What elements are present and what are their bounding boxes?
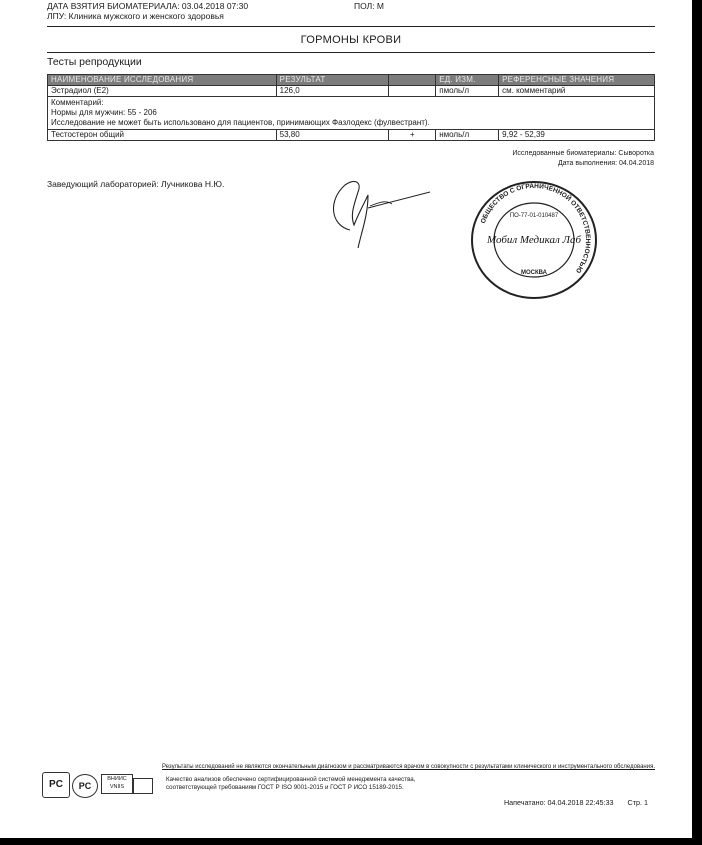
test-name: Эстрадиол (E2) (48, 86, 277, 97)
disclaimer: Результаты исследований не являются окончательным диагнозом и рассматриваются врачом в совокупности с результатами клинического и инструментального обследования. (161, 764, 655, 770)
pc-circle-text: PC (78, 781, 92, 791)
comment-label: Комментарий: (51, 98, 104, 107)
comment-row (48, 97, 655, 130)
stamp-number: ПО-77-01-010487 (509, 213, 559, 219)
test-result: 126,0 (276, 86, 389, 97)
stamp-center: Мобил Медикал Лаб (486, 234, 582, 246)
test-result: 53,80 (276, 130, 389, 141)
stamp-ring-text: ОБЩЕСТВО С ОГРАНИЧЕННОЙ ОТВЕТСТВЕННОСТЬЮ (479, 182, 592, 275)
clinic: ЛПУ: Клиника мужского и женского здоровья (47, 11, 224, 21)
quality-line-1: Качество анализов обеспечено сертифицированной системой менеджмента качества, (166, 776, 416, 783)
col-name: НАИМЕНОВАНИЕ ИССЛЕДОВАНИЯ (48, 75, 277, 86)
test-flag: + (389, 130, 436, 141)
certification-logo (42, 772, 70, 798)
biomaterial: Исследованные биоматериалы: Сыворотка (512, 150, 654, 157)
col-result: РЕЗУЛЬТАТ (276, 75, 389, 86)
pc-logo-text: PC (49, 779, 63, 790)
table-row (48, 86, 655, 97)
page-number: Стр. 1 (627, 798, 648, 807)
vniis-logo (101, 774, 133, 794)
printed-info (504, 798, 648, 807)
page-title: ГОРМОНЫ КРОВИ (300, 34, 402, 46)
test-reference: см. комментарий (499, 86, 655, 97)
head-of-lab: Заведующий лабораторией: Лучникова Н.Ю. (47, 179, 225, 189)
comment-note: Исследование не может быть использовано для пациентов, принимающих Фазлодекс (фулвестрант). (51, 118, 430, 127)
sample-date: ДАТА ВЗЯТИЯ БИОМАТЕРИАЛА: 03.04.2018 07:30 (47, 1, 249, 11)
col-unit: ЕД. ИЗМ. (436, 75, 499, 86)
header-rule (47, 26, 655, 27)
pc-circle-logo (72, 774, 98, 798)
title-rule (47, 52, 655, 53)
test-unit: пмоль/л (436, 86, 499, 97)
section-title: Тесты репродукции (47, 56, 142, 68)
test-reference: 9,92 - 52,39 (499, 130, 655, 141)
col-flag (389, 75, 436, 86)
table-row (48, 130, 655, 141)
execution-date: Дата выполнения: 04.04.2018 (557, 160, 654, 167)
test-flag (389, 86, 436, 97)
printed-date: Напечатано: 04.04.2018 22:45:33 (503, 798, 614, 807)
stamp-city: МОСКВА (520, 270, 548, 276)
gender: ПОЛ: М (354, 1, 385, 11)
results-table (47, 74, 655, 141)
quality-note (166, 776, 415, 792)
comment-norms: Нормы для мужчин: 55 - 206 (51, 108, 157, 117)
scan-edge-right (692, 0, 702, 845)
test-name: Тестостерон общий (48, 130, 277, 141)
scan-edge-bottom (0, 838, 702, 845)
small-logo (133, 778, 153, 794)
quality-line-2: соответствующей требованиям ГОСТ Р ISO 9001-2015 и ГОСТ Р ИСО 15189-2015. (166, 784, 404, 791)
vniis-en-text: VNIIS (109, 784, 125, 790)
col-reference: РЕФЕРЕНСНЫЕ ЗНАЧЕНИЯ (499, 75, 655, 86)
test-unit: нмоль/л (436, 130, 499, 141)
comment-cell (48, 97, 655, 130)
table-header-row (48, 75, 655, 86)
vniis-text: ВНИИС (107, 776, 127, 782)
signature (310, 170, 440, 255)
clinic-stamp (467, 180, 601, 300)
